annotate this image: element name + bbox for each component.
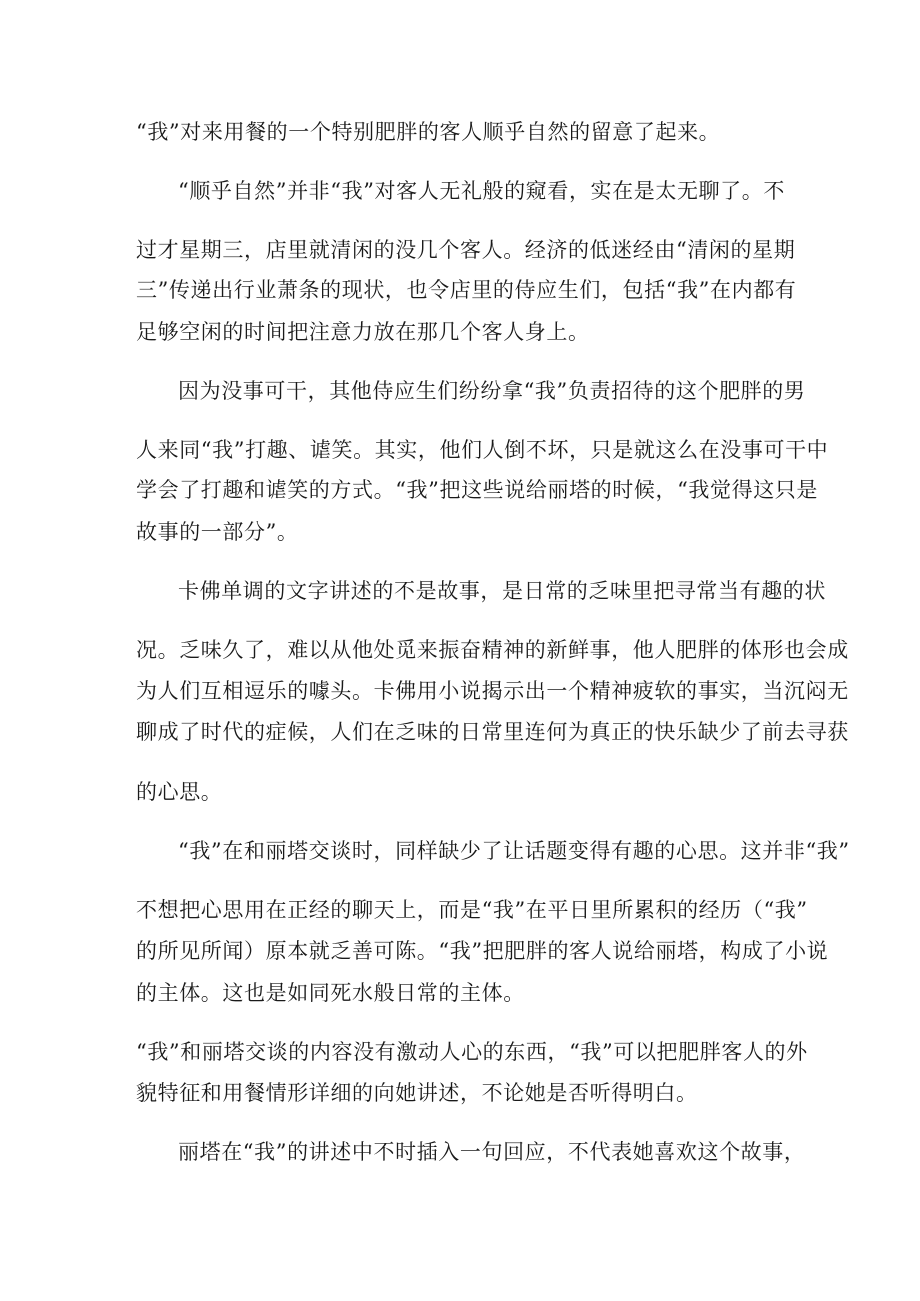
text-line: 的心思。 [136, 780, 223, 804]
text-line: 貌特征和用餐情形详细的向她讲述，不论她是否听得明白。 [136, 1081, 698, 1105]
text-line: 卡佛单调的文字讲述的不是故事，是日常的乏味里把寻常当有趣的状 [178, 579, 826, 603]
text-line: 为人们互相逗乐的噱头。卡佛用小说揭示出一个精神疲软的事实，当沉闷无 [136, 679, 849, 703]
text-line: 故事的一部分”。 [136, 520, 299, 544]
text-line: 因为没事可干，其他侍应生们纷纷拿“我”负责招待的这个肥胖的男 [178, 379, 806, 403]
text-line: 足够空闲的时间把注意力放在那几个客人身上。 [136, 320, 590, 344]
text-line: 人来同“我”打趣、谑笑。其实，他们人倒不坏，只是就这么在没事可干中 [136, 438, 829, 462]
text-line: “我”在和丽塔交谈时，同样缺少了让话题变得有趣的心思。这并非“我” [178, 839, 850, 863]
text-line: “顺乎自然”并非“我”对客人无礼般的窥看，实在是太无聊了。不 [178, 179, 785, 203]
text-line: “我”和丽塔交谈的内容没有激动人心的东西，“我”可以把肥胖客人的外 [136, 1040, 808, 1064]
text-line: 三”传递出行业萧条的现状，也令店里的侍应生们，包括“我”在内都有 [136, 278, 797, 302]
text-line: 丽塔在“我”的讲述中不时插入一句回应，不代表她喜欢这个故事， [178, 1140, 806, 1164]
text-line: 聊成了时代的症候，人们在乏味的日常里连何为真正的快乐缺少了前去寻获 [136, 720, 849, 744]
text-line: 过才星期三，店里就清闲的没几个客人。经济的低迷经由“清闲的星期 [136, 238, 796, 262]
text-line: 的主体。这也是如同死水般日常的主体。 [136, 981, 525, 1005]
text-line: 学会了打趣和谑笑的方式。“我”把这些说给丽塔的时候，“我觉得这只是 [136, 478, 819, 502]
text-line: “我”对来用餐的一个特别肥胖的客人顺乎自然的留意了起来。 [136, 120, 721, 144]
text-line: 的所见所闻）原本就乏善可陈。“我”把肥胖的客人说给丽塔，构成了小说 [136, 939, 829, 963]
text-line: 不想把心思用在正经的聊天上，而是“我”在平日里所累积的经历（“我” [136, 898, 808, 922]
text-line: 况。乏味久了，难以从他处觅来振奋精神的新鲜事，他人肥胖的体形也会成 [136, 638, 849, 662]
